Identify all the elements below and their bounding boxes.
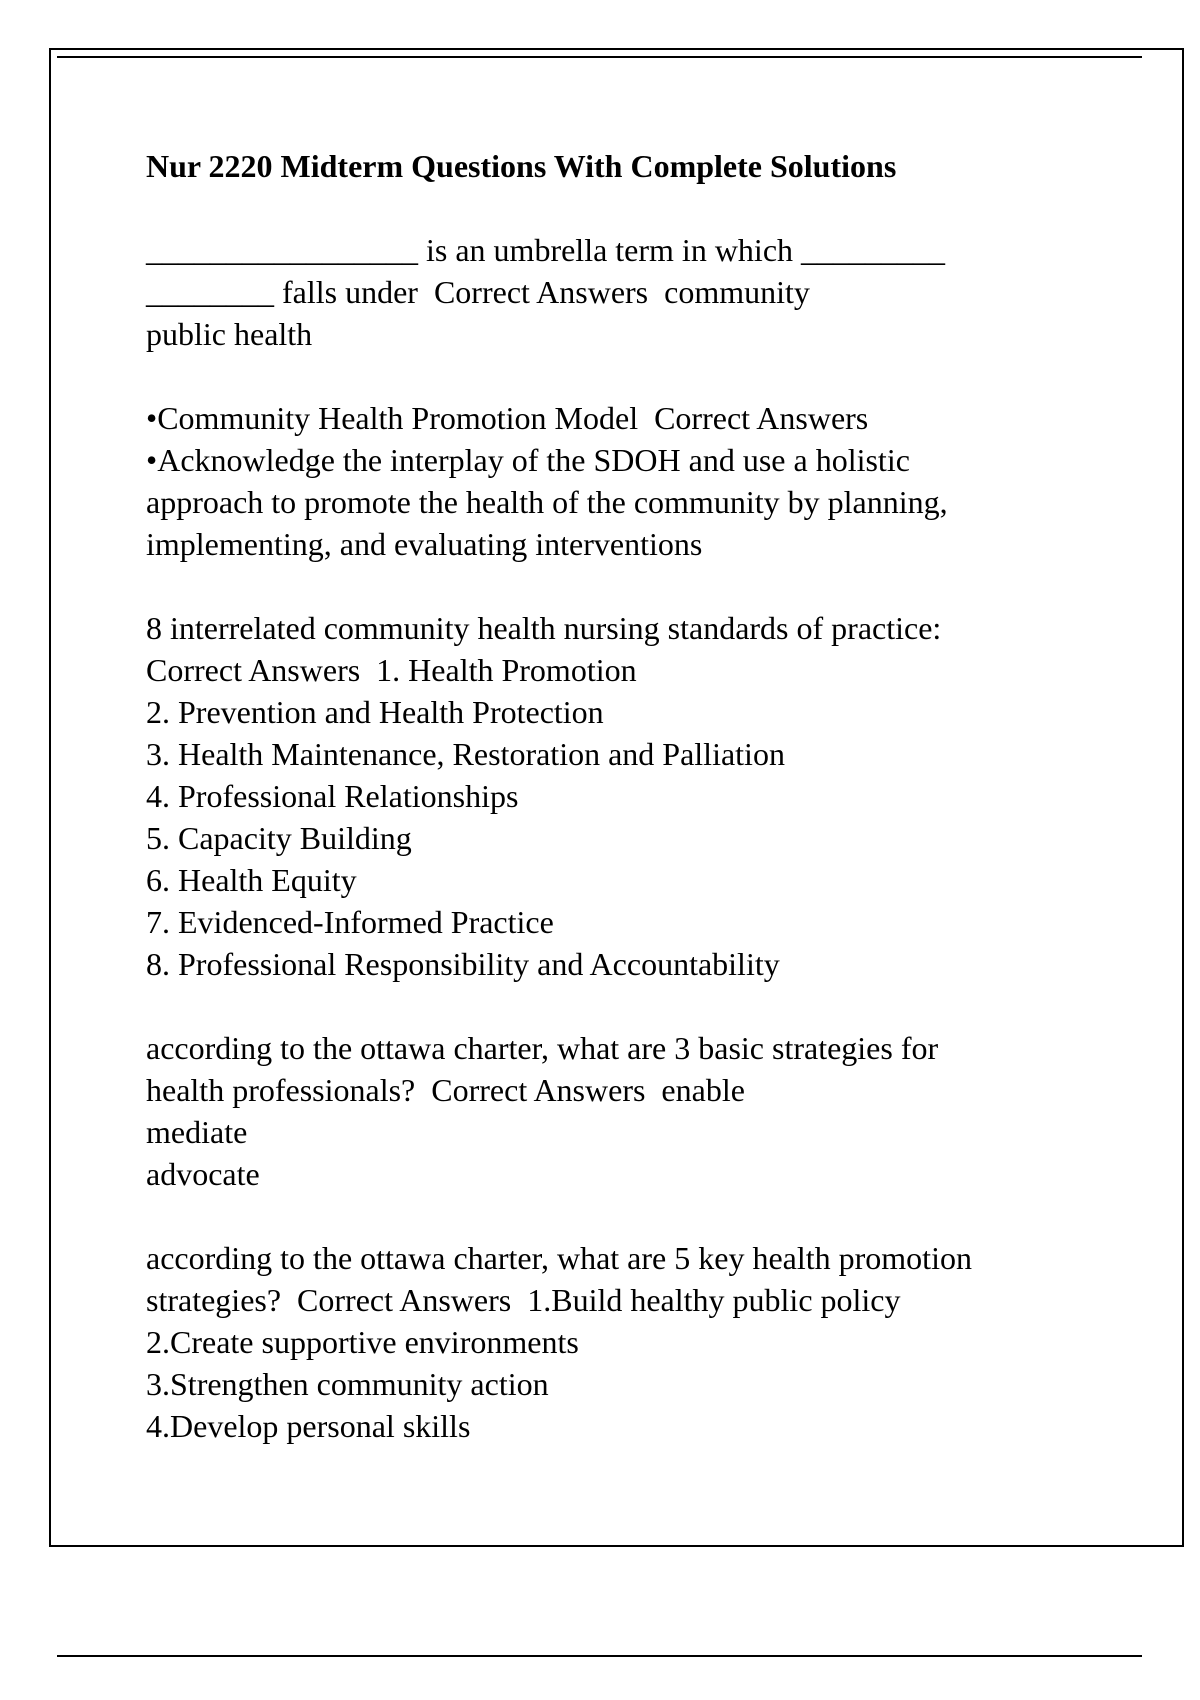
qa-block-4 bbox=[146, 1027, 1106, 1195]
text-line: advocate bbox=[146, 1156, 260, 1192]
text-line: 8. Professional Responsibility and Accountability bbox=[146, 946, 780, 982]
text-line: health professionals? Correct Answers enable bbox=[146, 1072, 745, 1108]
qa-block-3 bbox=[146, 607, 1106, 985]
text-line: 8 interrelated community health nursing standards of practice: bbox=[146, 610, 942, 646]
text-line: mediate bbox=[146, 1114, 248, 1150]
text-line: •Community Health Promotion Model Correct Answers bbox=[146, 400, 869, 436]
text-line: 7. Evidenced-Informed Practice bbox=[146, 904, 554, 940]
text-line: implementing, and evaluating interventions bbox=[146, 526, 703, 562]
qa-block-5 bbox=[146, 1237, 1106, 1447]
text-line: Correct Answers 1. Health Promotion bbox=[146, 652, 637, 688]
text-line: according to the ottawa charter, what are 3 basic strategies for bbox=[146, 1030, 939, 1066]
qa-block-1 bbox=[146, 229, 1106, 355]
text-line: 5. Capacity Building bbox=[146, 820, 412, 856]
document-title: Nur 2220 Midterm Questions With Complete Solutions bbox=[146, 148, 897, 184]
text-line: strategies? Correct Answers 1.Build healthy public policy bbox=[146, 1282, 901, 1318]
document-body bbox=[146, 145, 1106, 1489]
qa-block-2 bbox=[146, 397, 1106, 565]
text-line: 6. Health Equity bbox=[146, 862, 357, 898]
text-line: 2.Create supportive environments bbox=[146, 1324, 579, 1360]
text-line: 3. Health Maintenance, Restoration and Palliation bbox=[146, 736, 785, 772]
text-line: 4. Professional Relationships bbox=[146, 778, 519, 814]
text-line: 3.Strengthen community action bbox=[146, 1366, 549, 1402]
text-line: 4.Develop personal skills bbox=[146, 1408, 471, 1444]
text-line: according to the ottawa charter, what are 5 key health promotion bbox=[146, 1240, 972, 1276]
footer-rule bbox=[57, 1655, 1142, 1657]
text-line: 2. Prevention and Health Protection bbox=[146, 694, 604, 730]
text-line: _________________ is an umbrella term in which _________ bbox=[146, 232, 946, 268]
text-line: public health bbox=[146, 316, 313, 352]
text-line: approach to promote the health of the community by planning, bbox=[146, 484, 948, 520]
text-line: •Acknowledge the interplay of the SDOH and use a holistic bbox=[146, 442, 910, 478]
text-line: ________ falls under Correct Answers community bbox=[146, 274, 810, 310]
